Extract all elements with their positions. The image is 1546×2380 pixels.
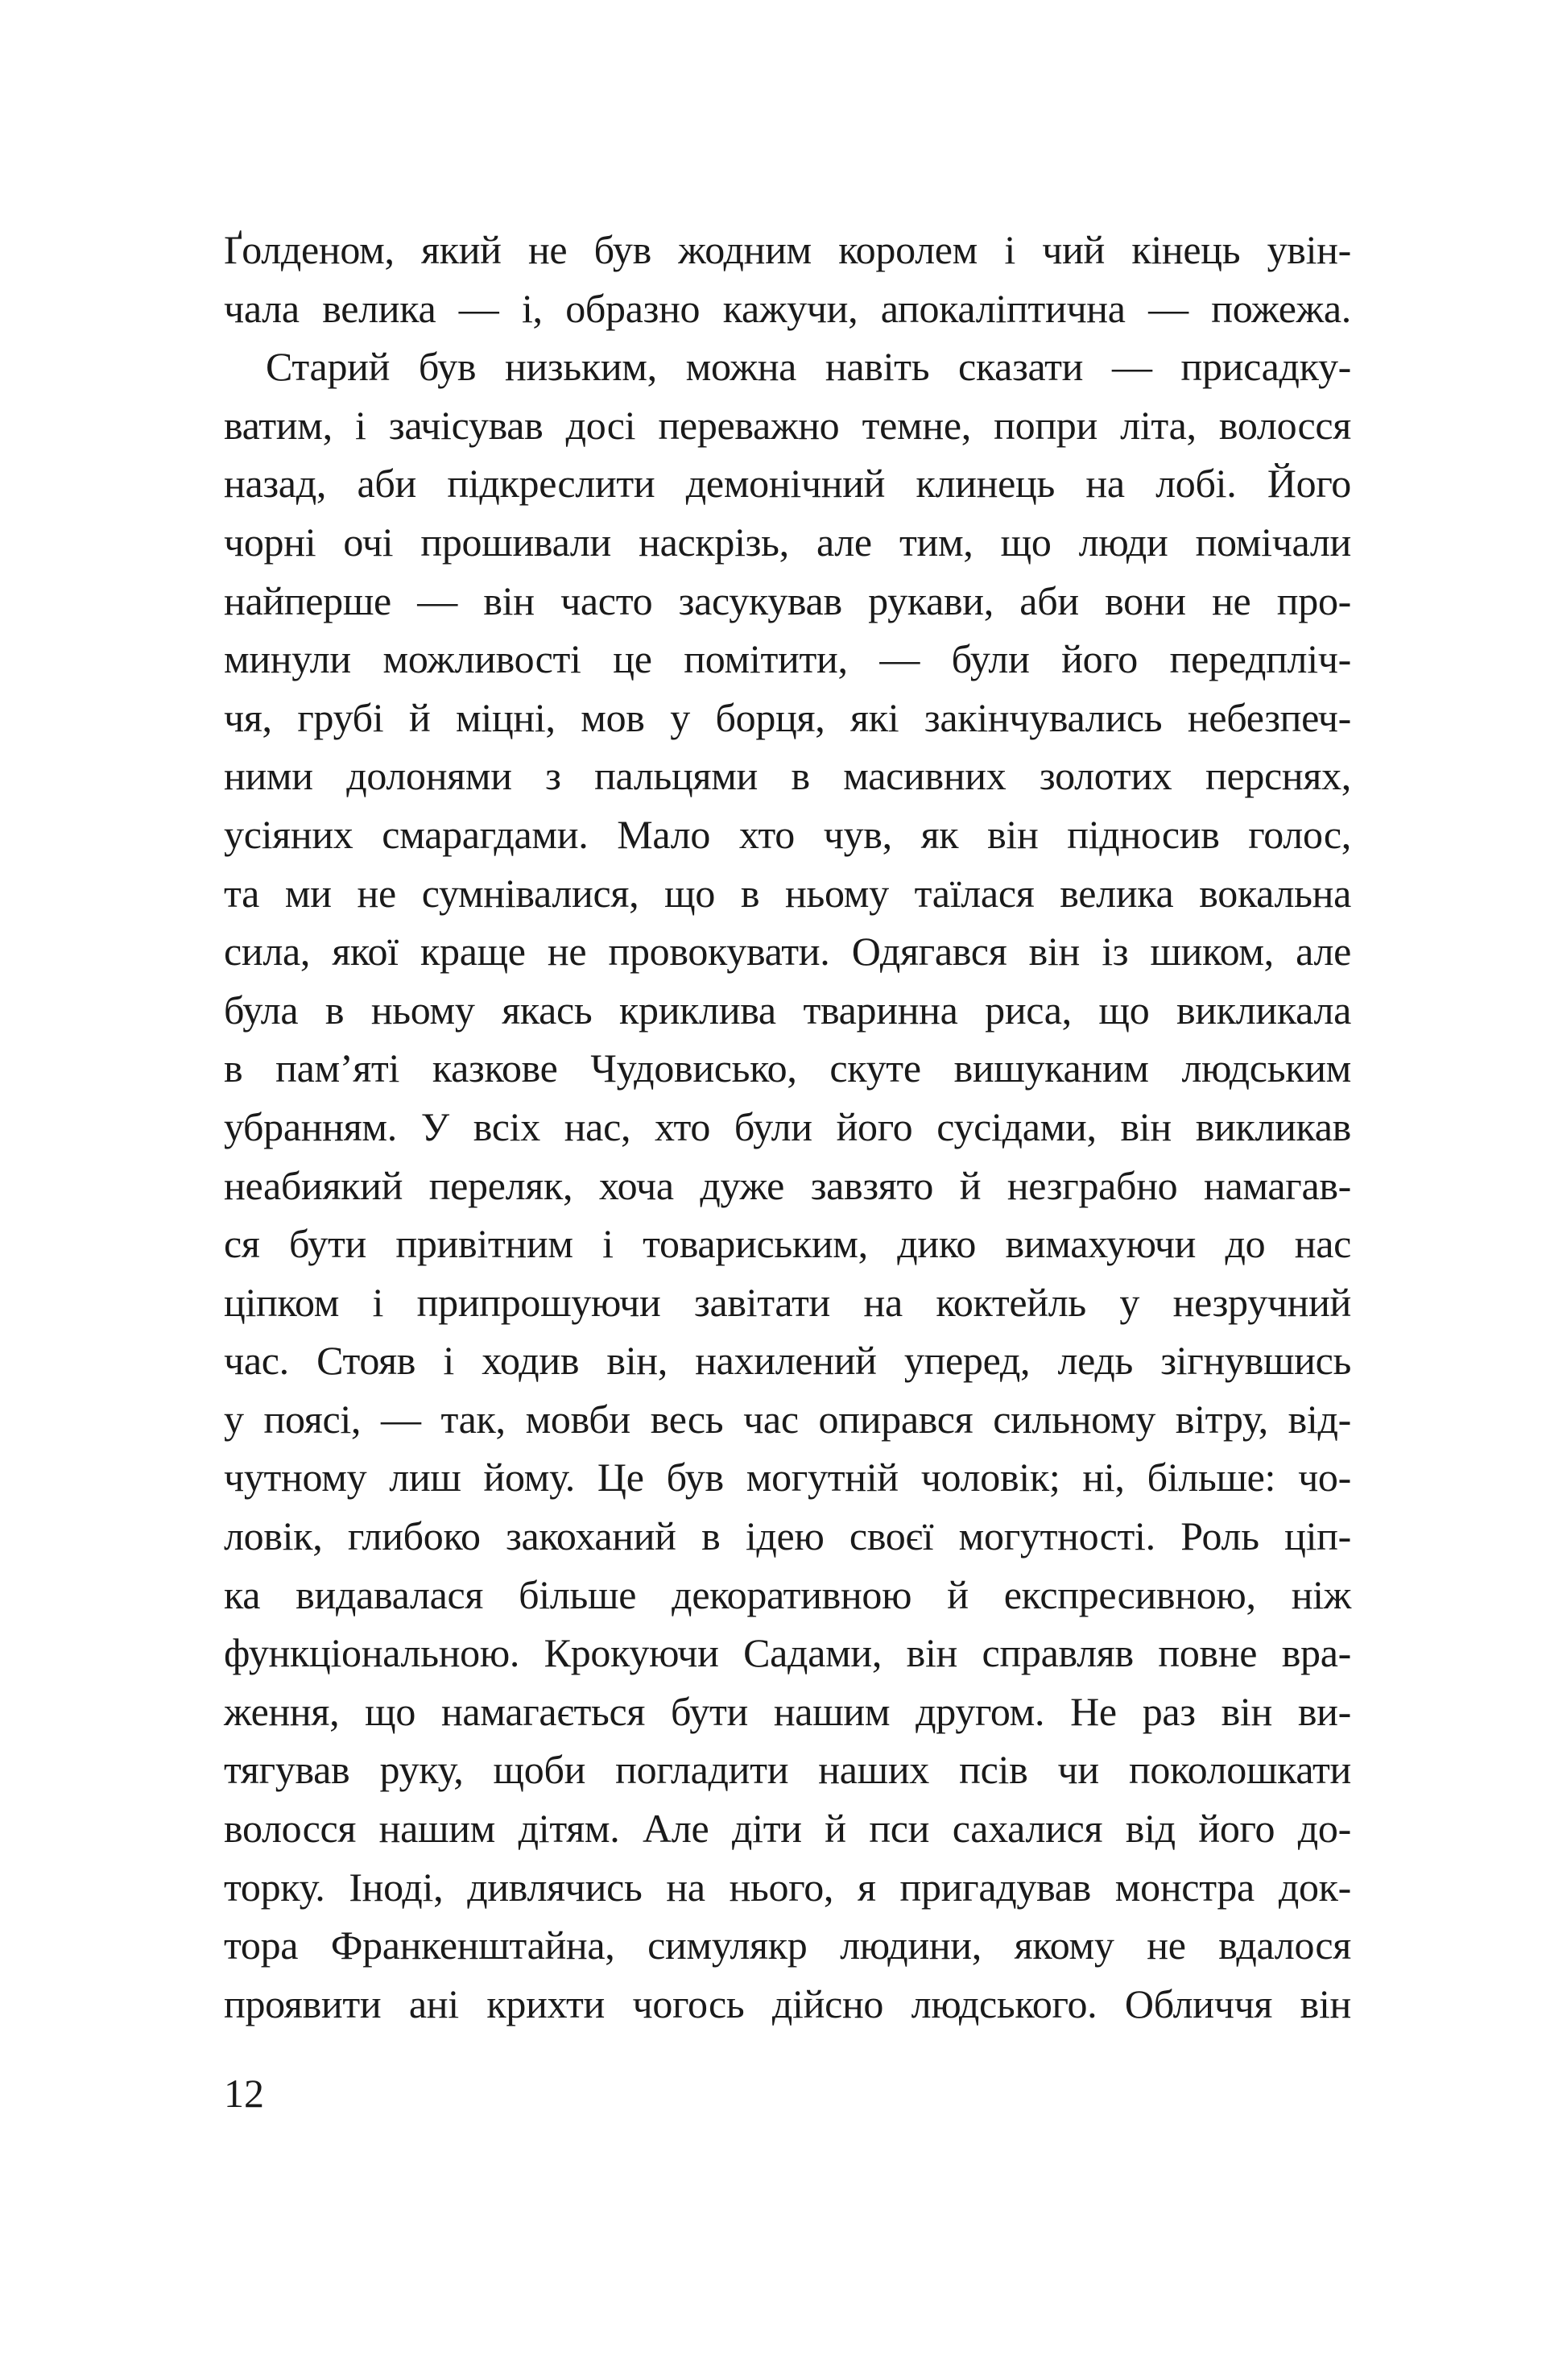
text-line: ка видавалася більше декоративною й експресивною, ніж [224,1571,1351,1617]
text-line: убранням. У всіх нас, хто були його сусідами, він викликав [224,1103,1351,1149]
text-line: волосся нашим дітям. Але діти й пси сахалися від його до- [224,1806,1351,1852]
text-line: та ми не сумнівалися, що в ньому таїлася велика вокальна [224,870,1351,916]
text-line: проявити ані крихти чогось дійсно людського. Обличчя він [224,1981,1351,2026]
text-line: час. Стояв і ходив він, нахилений уперед, ледь зігнувшись [224,1338,1351,1384]
text-line: ловік, глибоко закоханий в ідею своєї могутності. Роль ціп- [224,1513,1351,1559]
text-line: функціональною. Крокуючи Садами, він справляв повне вра- [224,1630,1351,1676]
text-line: тора Франкенштайна, симулякр людини, якому не вдалося [224,1923,1351,1968]
text-line: у поясі, — так, мовби весь час опирався сильному вітру, від- [224,1396,1351,1442]
text-line: ження, що намагається бути нашим другом. Не раз він ви- [224,1688,1351,1734]
text-line: Ґолденом, який не був жодним королем і чий кінець увін- [224,227,1351,272]
text-line: тягував руку, щоби погладити наших псів чи поколошкати [224,1747,1351,1793]
text-line: торку. Іноді, дивлячись на нього, я пригадував монстра док- [224,1864,1351,1910]
text-line: назад, аби підкреслити демонічний клинець на лобі. Його [224,461,1351,507]
text-line: в пам’яті казкове Чудовисько, скуте вишуканим людським [224,1045,1351,1091]
text-line: минули можливості це помітити, — були його передпліч- [224,636,1351,682]
text-line: ся бути привітним і товариським, дико вимахуючи до нас [224,1221,1351,1267]
text-line: ватим, і зачісував досі переважно темне, попри літа, волосся [224,402,1351,448]
text-line: Старий був низьким, можна навіть сказати — присадку- [266,344,1351,390]
text-line: чутному лиш йому. Це був могутній чоловік; ні, більше: чо- [224,1455,1351,1500]
text-line: чя, грубі й міцні, мов у борця, які закінчувались небезпеч- [224,694,1351,740]
text-line: усіяних смарагдами. Мало хто чув, як він підносив голос, [224,811,1351,857]
text-line: чала велика — і, образно кажучи, апокаліптична — пожежа. [224,285,1351,331]
body-text [224,221,1351,2033]
text-line: сила, якої краще не провокувати. Одягався він із шиком, але [224,929,1351,975]
text-line: ними долонями з пальцями в масивних золотих перснях, [224,753,1351,799]
text-line: неабиякий переляк, хоча дуже завзято й незграбно намагав- [224,1162,1351,1208]
text-line: чорні очі прошивали наскрізь, але тим, що люди помічали [224,519,1351,565]
text-line: ціпком і припрошуючи завітати на коктейль у незручний [224,1279,1351,1325]
text-line: найперше — він часто засукував рукави, аби вони не про- [224,577,1351,623]
page-number: 12 [224,2071,264,2116]
text-line: була в ньому якась криклива тваринна риса, що викликала [224,987,1351,1033]
